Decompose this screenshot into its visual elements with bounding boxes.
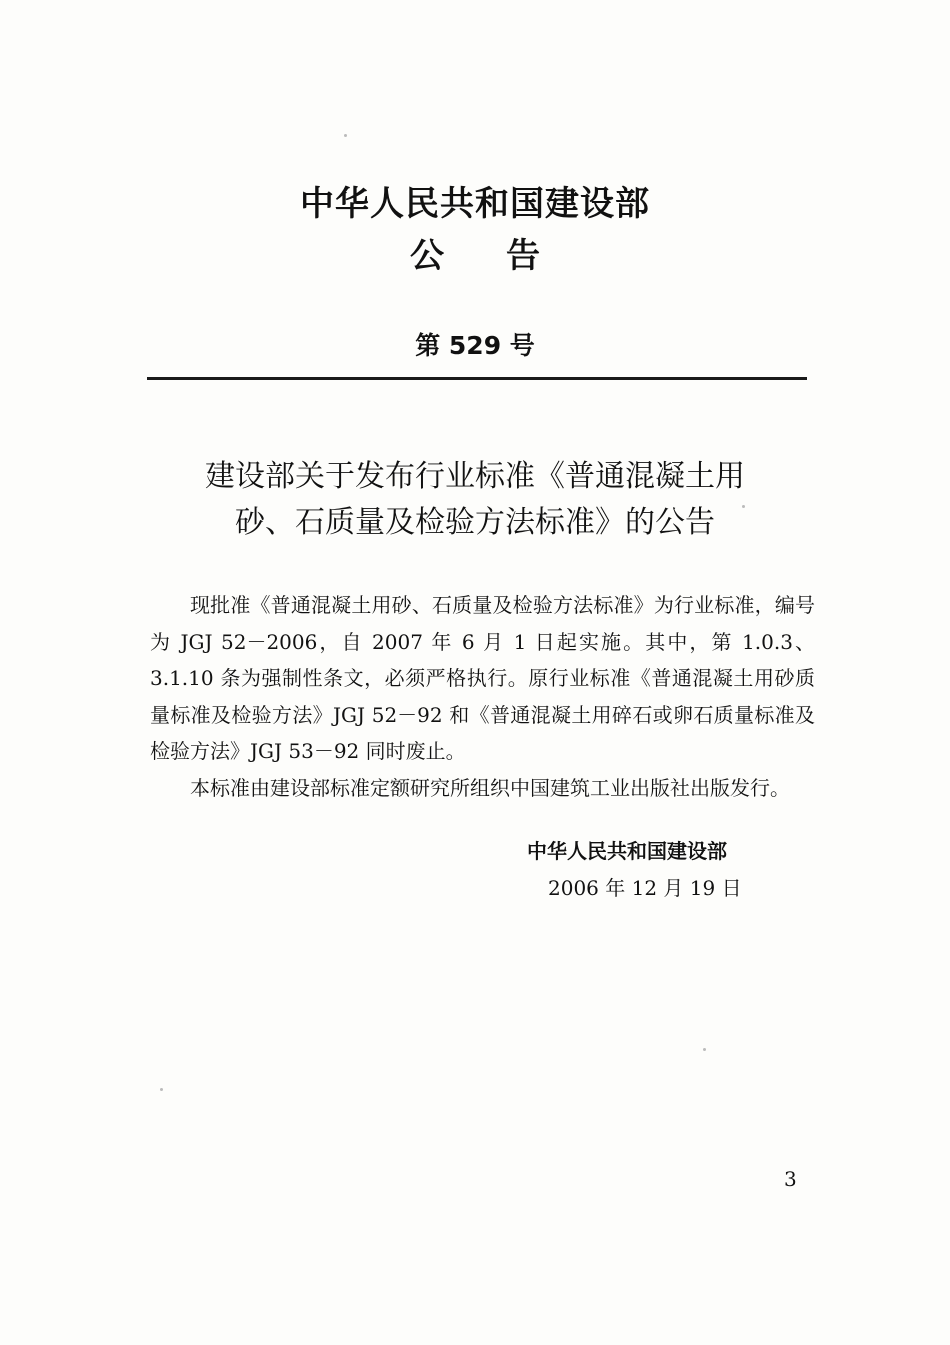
body-paragraph-1: 现批准《普通混凝土用砂、石质量及检验方法标准》为行业标准，编号为 JGJ 52－2006，自 2007 年 6 月 1 日起实施。其中，第 1.0.3、3.1.10 条为强制性条文，必须严格执行。原行业标准《普通混凝土用砂质量标准及检验方法》JGJ 52－92 和《普通混凝土用碎石或卵石质量标准及检验方法》JGJ 53－92 同时废止。 (150, 593, 815, 763)
scan-speck (344, 134, 347, 137)
scan-speck (160, 1088, 163, 1091)
body-paragraph-2: 本标准由建设部标准定额研究所组织中国建筑工业出版社出版发行。 (190, 775, 790, 800)
scan-speck (742, 505, 745, 508)
issuer-title: 中华人民共和国建设部 (300, 184, 650, 224)
notice-title-line-1: 建设部关于发布行业标准《普通混凝土用 (205, 459, 745, 494)
signature-organization: 中华人民共和国建设部 (527, 839, 727, 863)
announcement-heading-part1: 公 (410, 236, 444, 276)
issue-number: 第 529 号 (415, 331, 535, 360)
announcement-heading-part2: 告 (506, 236, 540, 276)
notice-title (0, 454, 950, 546)
notice-body (150, 587, 815, 806)
header-divider (147, 377, 807, 380)
announcement-heading (0, 228, 950, 277)
page-number: 3 (784, 1167, 797, 1191)
signature-date: 2006 年 12 月 19 日 (548, 876, 742, 900)
scan-speck (703, 1048, 706, 1051)
notice-title-line-2: 砂、石质量及检验方法标准》的公告 (235, 505, 715, 540)
